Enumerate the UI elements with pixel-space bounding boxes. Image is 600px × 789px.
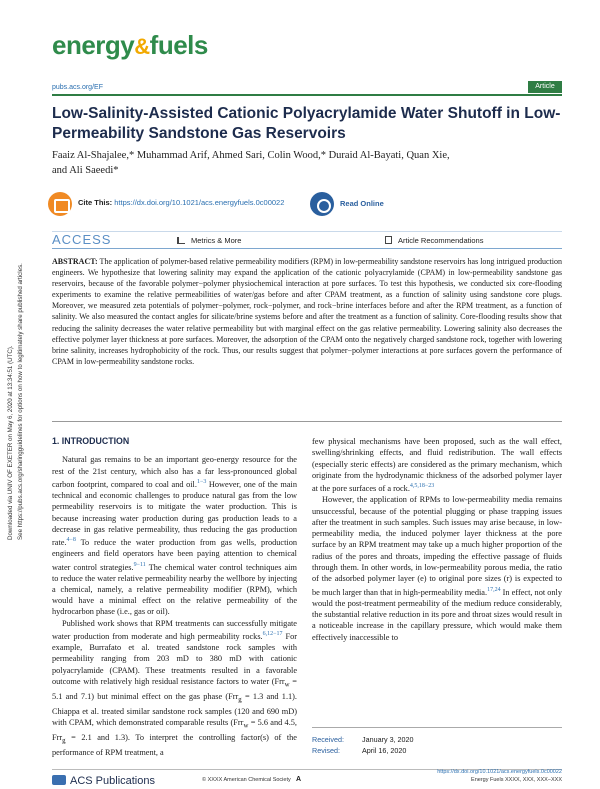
intro-paragraph-3 bbox=[312, 436, 562, 494]
download-note-line2: See https://pubs.acs.org/sharingguidelines for options on how to legitimately share published articles. bbox=[17, 263, 24, 540]
left-column bbox=[52, 436, 297, 758]
recommendations-label: Article Recommendations bbox=[398, 236, 484, 245]
citation-ref[interactable]: 17,24 bbox=[487, 586, 501, 593]
intro-paragraph-2 bbox=[52, 618, 297, 759]
citation-ref[interactable]: 4,5,18−23 bbox=[409, 483, 435, 490]
article-title: Low-Salinity-Assisted Cationic Polyacrylamide Water Shutoff in Low-Permeability Sandstone Gas Reservoirs bbox=[52, 105, 561, 142]
citation-ref[interactable]: 9−11 bbox=[133, 561, 146, 568]
text-run: = 5.6 and 4.5, Frr bbox=[52, 718, 297, 743]
footer-citation bbox=[420, 768, 562, 784]
cite-text bbox=[78, 198, 284, 207]
author-line-2[interactable]: and Ali Saeedi* bbox=[52, 165, 119, 176]
text-run: = 5.1 and 7.1) but minimal effect on the gas phase (Frr bbox=[52, 677, 297, 701]
abstract-heading: ABSTRACT: bbox=[52, 257, 98, 266]
citation-ref[interactable]: 6,12−17 bbox=[262, 631, 283, 638]
revised-date-row bbox=[312, 745, 562, 756]
access-bar bbox=[52, 231, 562, 249]
document-icon bbox=[385, 236, 392, 244]
received-date-row bbox=[312, 734, 562, 745]
subscript: g bbox=[62, 737, 66, 745]
text-run: = 1.3 and 1.1). Chiappa et al. treated similar sandstone rock samples (120 and 690 mD) with CPAM, which demonstrated comparable results (Frr bbox=[52, 691, 297, 728]
metrics-label: Metrics & More bbox=[191, 236, 242, 245]
received-label: Received: bbox=[312, 735, 344, 744]
logo-fuels: fuels bbox=[149, 30, 208, 60]
acs-publications-logo[interactable] bbox=[52, 775, 155, 787]
copyright-notice: © XXXX American Chemical Society bbox=[202, 777, 291, 783]
header-divider bbox=[52, 94, 562, 96]
revised-date: April 16, 2020 bbox=[362, 746, 407, 755]
download-note-line1: Downloaded via UNIV OF EXETER on May 6, 2020 at 13:34:51 (UTC). bbox=[7, 345, 14, 540]
acs-logo-icon bbox=[52, 775, 66, 785]
read-online-icon[interactable] bbox=[310, 192, 334, 216]
read-online-link[interactable]: Read Online bbox=[340, 199, 384, 208]
publisher-name: ACS Publications bbox=[70, 775, 155, 787]
text-run: However, one of the main technical and economic challenges to produce natural gas from the low permeability reservoirs is to mitigate the water production. This is because increasing water production during gas production leads to a decrease in gas relative permeability, thus reducing the gas production rate. bbox=[52, 479, 297, 547]
author-list bbox=[52, 148, 542, 178]
subscript: w bbox=[243, 722, 249, 730]
page-number: A bbox=[296, 776, 302, 783]
cite-doi-link[interactable]: https://dx.doi.org/10.1021/acs.energyfuels.0c00022 bbox=[114, 198, 285, 207]
logo-energy: energy bbox=[52, 30, 135, 60]
text-run: = 2.1 and 1.3). To interpret the controlling factor(s) of the performance of RPM treatment, a bbox=[52, 733, 297, 758]
cite-bar bbox=[48, 192, 562, 216]
footer-journal-citation: Energy Fuels XXXX, XXX, XXX−XXX bbox=[471, 777, 562, 783]
citation-ref[interactable]: 4−8 bbox=[66, 537, 76, 544]
cite-label: Cite This: bbox=[78, 198, 113, 207]
footer-doi-link[interactable]: https://dx.doi.org/10.1021/acs.energyfuels.0c00022 bbox=[437, 769, 562, 775]
cite-icon[interactable] bbox=[48, 192, 72, 216]
author-line-1[interactable]: Faaiz Al-Shajalee,* Muhammad Arif, Ahmed Sari, Colin Wood,* Duraid Al-Bayati, Quan Xie, bbox=[52, 150, 450, 161]
article-type-badge: Article bbox=[528, 81, 562, 93]
text-run: In effect, not only would the post-treatment permeability of the medium reduce considerably, the substantial relative reduction in its pore and throat sizes would result in a noticeable increase in the capillary pressure, which would make them effectively inaccessible to bbox=[312, 587, 562, 642]
text-run: However, the application of RPMs to low-permeability media remains unsuccessful, because of the potential plugging or phase trapping issues after the treatment in such samples. Such issues may arise because, in low-permeability media, the induced polymer layer thickness at the pore surface by an RPM treatment may take up a much higher proportion of the radius of the pores and throats, impeding the effective passage of fluids through them. In other words, in low-permeability porous media, the ratio of the adsorbed polymer layer (e) to original pore sizes (r) is expected to be much larger than that in high-permeability media. bbox=[312, 495, 562, 597]
right-column bbox=[312, 436, 562, 643]
text-run: Published work shows that RPM treatments can successfully mitigate water production from moderate and high permeability rocks. bbox=[52, 618, 297, 641]
recommendations-link[interactable] bbox=[385, 236, 483, 245]
intro-paragraph-1 bbox=[52, 454, 297, 617]
citation-ref[interactable]: 1−3 bbox=[196, 478, 207, 485]
journal-url-link[interactable]: pubs.acs.org/EF bbox=[52, 84, 103, 91]
access-label: ACCESS bbox=[52, 232, 112, 247]
text-run: To reduce the water production from gas wells, production engineers and field operators have been paying attention to chemical water control strategies. bbox=[52, 537, 297, 572]
journal-logo[interactable] bbox=[52, 30, 208, 61]
text-run: The chemical water control techniques aim to reduce the water relative permeability nearby the wellbore by injecting a chemical, namely, a relative permeability modifier (RPM), which would have a minimal effect on the relative permeability of the hydrocarbon phase (i.e., gas or oil). bbox=[52, 562, 297, 617]
section-heading: 1. INTRODUCTION bbox=[52, 436, 130, 446]
received-date: January 3, 2020 bbox=[362, 735, 414, 744]
text-run: For example, Burrafato et al. treated sandstone rock samples with permeability ranging from 203 mD to 380 mD with cationic polyacrylamide (CPAM). These treatments resulted in a favorable outcome with relatively high residual resistance factors to water (Frr bbox=[52, 631, 297, 686]
revised-label: Revised: bbox=[312, 746, 340, 755]
subscript: w bbox=[284, 681, 290, 689]
subscript: g bbox=[238, 696, 242, 704]
abstract-divider bbox=[52, 421, 562, 422]
article-dates bbox=[312, 727, 562, 756]
logo-amp: & bbox=[134, 34, 150, 59]
metrics-link[interactable] bbox=[177, 236, 241, 245]
abstract-text: The application of polymer-based relative permeability modifiers (RPM) in low-permeability sandstone reservoirs has long intrigued production engineers. We hypothesize that lowering salinity may expand the application of the cationic polyacrylamide (CPAM) in low-permeability sandstone gas reservoirs, because of the favorable polymer−polymer physiochemical interaction at pore surfaces. To test this hypothesis, we conducted six core-flooding experiments to examine the relative permeabilities of water/gas before and after CPAM treatment, as a function of salinity using sandstone core plugs. Moreover, we measured zeta potentials of polymer−polymer, rock−polymer, and rock−brine interfaces before and after the RPM treatment, as a function of salinity. We also measured the contact angles for silicate/brine systems before and after the treatment as a function of salinity. Core-flooding results show that reducing the salinity decreases the water relative permeability but with marginal effect on the gas relative permeability. Lowering salinity also decreases the effective polymer layer thickness at pore surfaces. Moreover, the adsorption of the CPAM onto the negatively charged sandstone rock, together with lowering brine salinity, increases hydrophobicity of the rock. Thus, our results suggest that polymer−polymer interactions at pore surfaces govern the performance of CPAM in low-permeability sandstone rocks. bbox=[52, 257, 563, 366]
intro-paragraph-4 bbox=[312, 494, 562, 643]
bar-chart-icon bbox=[177, 237, 185, 244]
download-note bbox=[6, 240, 46, 540]
abstract bbox=[52, 256, 562, 367]
text-run: few physical mechanisms have been proposed, such as the wall effect, swelling/shrinking effects, and fluid redistribution. The wall effects (especially steric effects) are considered as the primary mechanism, which originate from the hydrodynamic thickness of the adsorbed polymer layer at the pore surfaces of a rock. bbox=[312, 437, 562, 493]
text-run: Natural gas remains to be an important geo-energy resource for the rest of the 21st century, which also has a far less-pronounced global carbon footprint, compared to coal and oil. bbox=[52, 455, 297, 489]
